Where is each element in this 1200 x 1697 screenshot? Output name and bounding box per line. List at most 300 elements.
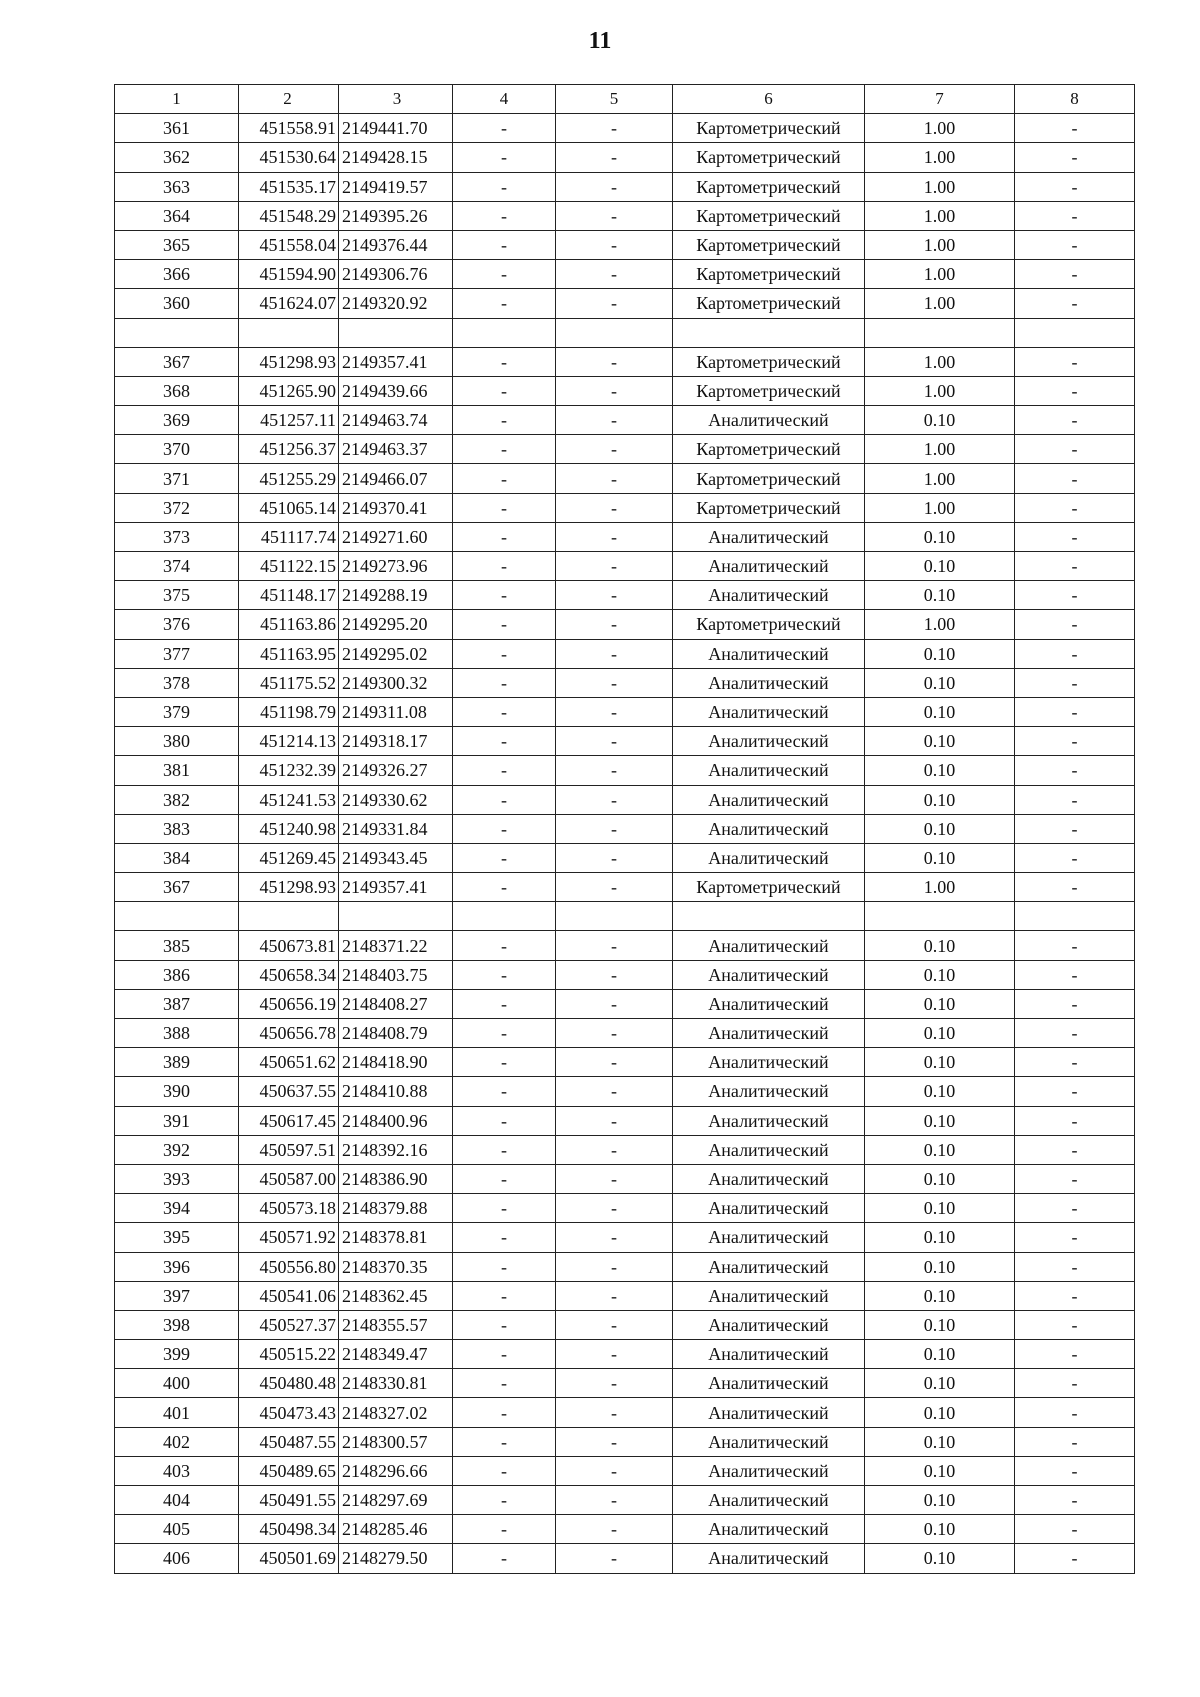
cell-point-number: 375 <box>115 581 239 610</box>
cell-point-number: 393 <box>115 1164 239 1193</box>
cell-coord-y: 2148370.35 <box>339 1252 453 1281</box>
cell-col-4: - <box>453 1194 556 1223</box>
cell-col-8: - <box>1015 522 1135 551</box>
table-row <box>115 1077 1135 1106</box>
cell-accuracy: 1.00 <box>865 114 1015 143</box>
cell-col-4: - <box>453 230 556 259</box>
cell-col-4: - <box>453 347 556 376</box>
cell-method: Картометрический <box>673 347 865 376</box>
cell-method: Картометрический <box>673 172 865 201</box>
cell-col-5: - <box>556 785 673 814</box>
table-row <box>115 493 1135 522</box>
cell-method: Аналитический <box>673 1106 865 1135</box>
cell-point-number: 364 <box>115 201 239 230</box>
cell-coord-x: 451535.17 <box>239 172 339 201</box>
cell-col-5: - <box>556 1310 673 1339</box>
table-row <box>115 843 1135 872</box>
table-row <box>115 1281 1135 1310</box>
cell-method: Аналитический <box>673 1544 865 1573</box>
cell-col-8: - <box>1015 727 1135 756</box>
cell-col-8: - <box>1015 581 1135 610</box>
cell-coord-y: 2149466.07 <box>339 464 453 493</box>
cell-col-5: - <box>556 727 673 756</box>
cell-coord-x: 450487.55 <box>239 1427 339 1456</box>
cell-col-5: - <box>556 464 673 493</box>
cell-method: Аналитический <box>673 697 865 726</box>
table-row <box>115 639 1135 668</box>
cell-point-number: 389 <box>115 1048 239 1077</box>
table-row <box>115 697 1135 726</box>
cell-accuracy: 1.00 <box>865 143 1015 172</box>
cell-col-4: - <box>453 1515 556 1544</box>
table-row <box>115 260 1135 289</box>
cell-col-4: - <box>453 960 556 989</box>
table-row <box>115 1398 1135 1427</box>
table-row <box>115 230 1135 259</box>
table-body <box>115 85 1135 1574</box>
cell-coord-x: 451175.52 <box>239 668 339 697</box>
cell-method: Аналитический <box>673 522 865 551</box>
table-row <box>115 989 1135 1018</box>
cell-col-5: - <box>556 230 673 259</box>
cell-col-8: - <box>1015 464 1135 493</box>
cell-method <box>673 318 865 347</box>
cell-method: Аналитический <box>673 756 865 785</box>
table-row <box>115 668 1135 697</box>
cell-point-number: 373 <box>115 522 239 551</box>
table-row <box>115 581 1135 610</box>
cell-col-8: - <box>1015 406 1135 435</box>
cell-col-5: - <box>556 1544 673 1573</box>
cell-col-8: - <box>1015 347 1135 376</box>
cell-coord-y: 2148410.88 <box>339 1077 453 1106</box>
column-header-4: 4 <box>453 85 556 114</box>
cell-method: Аналитический <box>673 1427 865 1456</box>
cell-coord-y: 2149295.02 <box>339 639 453 668</box>
cell-col-4: - <box>453 1398 556 1427</box>
cell-col-4: - <box>453 1456 556 1485</box>
cell-accuracy: 1.00 <box>865 610 1015 639</box>
cell-coord-y: 2149428.15 <box>339 143 453 172</box>
cell-col-4: - <box>453 1019 556 1048</box>
cell-point-number: 394 <box>115 1194 239 1223</box>
cell-point-number: 384 <box>115 843 239 872</box>
cell-point-number: 376 <box>115 610 239 639</box>
cell-col-4: - <box>453 172 556 201</box>
cell-col-5: - <box>556 1077 673 1106</box>
cell-col-5: - <box>556 493 673 522</box>
table-row <box>115 1369 1135 1398</box>
cell-coord-x: 450515.22 <box>239 1340 339 1369</box>
cell-coord-x: 450489.65 <box>239 1456 339 1485</box>
cell-method: Аналитический <box>673 1310 865 1339</box>
table-row <box>115 1164 1135 1193</box>
cell-point-number: 370 <box>115 435 239 464</box>
cell-col-5: - <box>556 1281 673 1310</box>
cell-coord-y: 2148371.22 <box>339 931 453 960</box>
cell-coord-x: 451198.79 <box>239 697 339 726</box>
cell-method: Картометрический <box>673 230 865 259</box>
cell-point-number: 382 <box>115 785 239 814</box>
cell-col-8: - <box>1015 289 1135 318</box>
cell-col-8: - <box>1015 1223 1135 1252</box>
cell-col-4: - <box>453 1164 556 1193</box>
cell-col-4: - <box>453 493 556 522</box>
cell-accuracy: 0.10 <box>865 639 1015 668</box>
cell-coord-x: 450637.55 <box>239 1077 339 1106</box>
cell-accuracy: 0.10 <box>865 727 1015 756</box>
cell-coord-y: 2149318.17 <box>339 727 453 756</box>
cell-accuracy: 0.10 <box>865 960 1015 989</box>
table-row <box>115 172 1135 201</box>
cell-col-4: - <box>453 1252 556 1281</box>
cell-method: Картометрический <box>673 610 865 639</box>
cell-coord-y: 2148300.57 <box>339 1427 453 1456</box>
cell-col-5: - <box>556 143 673 172</box>
cell-method: Аналитический <box>673 639 865 668</box>
cell-col-4: - <box>453 435 556 464</box>
cell-col-8: - <box>1015 1194 1135 1223</box>
cell-col-4: - <box>453 376 556 405</box>
cell-coord-x: 450556.80 <box>239 1252 339 1281</box>
cell-coord-y <box>339 902 453 931</box>
cell-method: Картометрический <box>673 376 865 405</box>
cell-point-number: 398 <box>115 1310 239 1339</box>
cell-coord-y: 2149419.57 <box>339 172 453 201</box>
cell-accuracy: 0.10 <box>865 552 1015 581</box>
cell-method: Аналитический <box>673 1515 865 1544</box>
cell-method: Аналитический <box>673 931 865 960</box>
cell-coord-y: 2148349.47 <box>339 1340 453 1369</box>
cell-point-number: 361 <box>115 114 239 143</box>
cell-point-number: 369 <box>115 406 239 435</box>
cell-col-4: - <box>453 1077 556 1106</box>
cell-col-4: - <box>453 1223 556 1252</box>
cell-method: Аналитический <box>673 1223 865 1252</box>
table-row <box>115 1048 1135 1077</box>
cell-accuracy: 0.10 <box>865 1369 1015 1398</box>
table-row <box>115 610 1135 639</box>
cell-method: Аналитический <box>673 960 865 989</box>
cell-coord-x: 451558.91 <box>239 114 339 143</box>
table-row <box>115 522 1135 551</box>
cell-coord-y: 2148400.96 <box>339 1106 453 1135</box>
cell-point-number: 362 <box>115 143 239 172</box>
cell-method: Картометрический <box>673 435 865 464</box>
cell-method: Аналитический <box>673 1164 865 1193</box>
table-row <box>115 1019 1135 1048</box>
cell-coord-x: 451122.15 <box>239 552 339 581</box>
cell-accuracy: 1.00 <box>865 260 1015 289</box>
cell-col-8: - <box>1015 230 1135 259</box>
cell-point-number: 406 <box>115 1544 239 1573</box>
cell-point-number: 390 <box>115 1077 239 1106</box>
cell-col-5: - <box>556 1369 673 1398</box>
cell-point-number: 386 <box>115 960 239 989</box>
cell-col-8: - <box>1015 756 1135 785</box>
cell-coord-x: 451240.98 <box>239 814 339 843</box>
cell-coord-y: 2148418.90 <box>339 1048 453 1077</box>
cell-col-8: - <box>1015 843 1135 872</box>
cell-col-5: - <box>556 1427 673 1456</box>
cell-accuracy: 0.10 <box>865 1398 1015 1427</box>
cell-col-5: - <box>556 814 673 843</box>
cell-col-8: - <box>1015 989 1135 1018</box>
cell-col-5 <box>556 318 673 347</box>
cell-col-5: - <box>556 1252 673 1281</box>
cell-point-number: 377 <box>115 639 239 668</box>
cell-accuracy: 0.10 <box>865 1077 1015 1106</box>
cell-coord-y: 2149326.27 <box>339 756 453 785</box>
cell-coord-y: 2148355.57 <box>339 1310 453 1339</box>
cell-accuracy: 1.00 <box>865 289 1015 318</box>
cell-method: Аналитический <box>673 1486 865 1515</box>
cell-col-8: - <box>1015 1281 1135 1310</box>
cell-coord-x: 451232.39 <box>239 756 339 785</box>
cell-accuracy: 1.00 <box>865 230 1015 259</box>
cell-accuracy: 1.00 <box>865 493 1015 522</box>
cell-point-number <box>115 318 239 347</box>
cell-accuracy: 0.10 <box>865 522 1015 551</box>
cell-point-number: 400 <box>115 1369 239 1398</box>
cell-coord-x: 450541.06 <box>239 1281 339 1310</box>
cell-coord-y: 2148330.81 <box>339 1369 453 1398</box>
cell-col-4: - <box>453 1544 556 1573</box>
cell-coord-x: 451214.13 <box>239 727 339 756</box>
cell-coord-y: 2149273.96 <box>339 552 453 581</box>
cell-coord-x: 450501.69 <box>239 1544 339 1573</box>
table-header-row <box>115 85 1135 114</box>
cell-col-4: - <box>453 931 556 960</box>
cell-coord-y: 2149370.41 <box>339 493 453 522</box>
cell-col-5: - <box>556 1340 673 1369</box>
cell-coord-y: 2148378.81 <box>339 1223 453 1252</box>
cell-coord-x: 450573.18 <box>239 1194 339 1223</box>
cell-point-number: 388 <box>115 1019 239 1048</box>
cell-col-5: - <box>556 843 673 872</box>
cell-col-8: - <box>1015 697 1135 726</box>
cell-coord-x: 451558.04 <box>239 230 339 259</box>
cell-point-number: 392 <box>115 1135 239 1164</box>
cell-accuracy: 0.10 <box>865 989 1015 1018</box>
cell-col-5: - <box>556 668 673 697</box>
cell-coord-y: 2149320.92 <box>339 289 453 318</box>
table-row <box>115 347 1135 376</box>
cell-method: Аналитический <box>673 785 865 814</box>
cell-accuracy: 0.10 <box>865 1164 1015 1193</box>
cell-method: Аналитический <box>673 1077 865 1106</box>
cell-coord-x: 450656.78 <box>239 1019 339 1048</box>
cell-col-8: - <box>1015 668 1135 697</box>
cell-accuracy <box>865 902 1015 931</box>
cell-col-4: - <box>453 1427 556 1456</box>
table-row <box>115 756 1135 785</box>
column-header-7: 7 <box>865 85 1015 114</box>
cell-col-5: - <box>556 989 673 1018</box>
cell-col-4: - <box>453 756 556 785</box>
cell-point-number: 396 <box>115 1252 239 1281</box>
cell-coord-y: 2149288.19 <box>339 581 453 610</box>
cell-coord-x: 451257.11 <box>239 406 339 435</box>
cell-coord-y: 2148379.88 <box>339 1194 453 1223</box>
cell-point-number: 371 <box>115 464 239 493</box>
table-row <box>115 931 1135 960</box>
cell-coord-x: 450473.43 <box>239 1398 339 1427</box>
column-header-5: 5 <box>556 85 673 114</box>
cell-accuracy: 0.10 <box>865 1340 1015 1369</box>
cell-method: Аналитический <box>673 1019 865 1048</box>
cell-point-number: 385 <box>115 931 239 960</box>
cell-coord-y: 2148386.90 <box>339 1164 453 1193</box>
cell-col-4 <box>453 902 556 931</box>
cell-col-4: - <box>453 1369 556 1398</box>
cell-col-4: - <box>453 843 556 872</box>
table-row <box>115 1223 1135 1252</box>
cell-col-8: - <box>1015 1106 1135 1135</box>
cell-accuracy: 0.10 <box>865 1486 1015 1515</box>
cell-coord-x: 451148.17 <box>239 581 339 610</box>
cell-col-8: - <box>1015 1310 1135 1339</box>
cell-col-8: - <box>1015 1077 1135 1106</box>
table-row <box>115 1106 1135 1135</box>
cell-accuracy: 0.10 <box>865 697 1015 726</box>
cell-coord-x: 451117.74 <box>239 522 339 551</box>
cell-col-4: - <box>453 697 556 726</box>
cell-method: Аналитический <box>673 581 865 610</box>
cell-point-number: 401 <box>115 1398 239 1427</box>
cell-coord-x: 451298.93 <box>239 347 339 376</box>
cell-method: Картометрический <box>673 114 865 143</box>
cell-method: Картометрический <box>673 464 865 493</box>
cell-col-4: - <box>453 522 556 551</box>
cell-point-number: 399 <box>115 1340 239 1369</box>
cell-coord-y: 2148408.27 <box>339 989 453 1018</box>
cell-point-number: 381 <box>115 756 239 785</box>
cell-method <box>673 902 865 931</box>
cell-coord-x: 451298.93 <box>239 873 339 902</box>
cell-col-8: - <box>1015 1164 1135 1193</box>
cell-coord-y: 2149306.76 <box>339 260 453 289</box>
cell-accuracy: 0.10 <box>865 1048 1015 1077</box>
cell-accuracy: 0.10 <box>865 785 1015 814</box>
cell-coord-x <box>239 318 339 347</box>
cell-method: Аналитический <box>673 1194 865 1223</box>
cell-col-5: - <box>556 406 673 435</box>
cell-accuracy: 0.10 <box>865 931 1015 960</box>
table-row <box>115 376 1135 405</box>
cell-col-8: - <box>1015 1427 1135 1456</box>
cell-point-number: 366 <box>115 260 239 289</box>
cell-coord-y: 2149357.41 <box>339 873 453 902</box>
table-row <box>115 1486 1135 1515</box>
cell-point-number: 365 <box>115 230 239 259</box>
cell-col-8: - <box>1015 1048 1135 1077</box>
cell-point-number: 402 <box>115 1427 239 1456</box>
cell-col-4: - <box>453 989 556 1018</box>
cell-accuracy: 0.10 <box>865 1106 1015 1135</box>
cell-accuracy: 0.10 <box>865 406 1015 435</box>
cell-point-number: 367 <box>115 347 239 376</box>
cell-col-5: - <box>556 376 673 405</box>
cell-col-8: - <box>1015 785 1135 814</box>
page-number: 11 <box>588 28 612 54</box>
cell-method: Картометрический <box>673 201 865 230</box>
cell-col-4: - <box>453 406 556 435</box>
cell-coord-x: 451548.29 <box>239 201 339 230</box>
cell-point-number: 380 <box>115 727 239 756</box>
cell-col-4: - <box>453 873 556 902</box>
cell-method: Картометрический <box>673 873 865 902</box>
cell-coord-x <box>239 902 339 931</box>
cell-coord-x: 450656.19 <box>239 989 339 1018</box>
cell-col-4: - <box>453 1048 556 1077</box>
cell-coord-x: 451530.64 <box>239 143 339 172</box>
cell-point-number: 383 <box>115 814 239 843</box>
cell-col-5: - <box>556 756 673 785</box>
table-row <box>115 464 1135 493</box>
cell-col-5: - <box>556 1456 673 1485</box>
cell-coord-y: 2148296.66 <box>339 1456 453 1485</box>
cell-col-5: - <box>556 610 673 639</box>
cell-col-8: - <box>1015 814 1135 843</box>
cell-method: Картометрический <box>673 289 865 318</box>
table-row <box>115 1340 1135 1369</box>
cell-col-5: - <box>556 1515 673 1544</box>
cell-col-8: - <box>1015 114 1135 143</box>
cell-col-8: - <box>1015 931 1135 960</box>
table-row <box>115 114 1135 143</box>
cell-accuracy: 0.10 <box>865 1281 1015 1310</box>
cell-col-8: - <box>1015 1515 1135 1544</box>
cell-col-8: - <box>1015 1369 1135 1398</box>
cell-coord-y: 2148403.75 <box>339 960 453 989</box>
table-row <box>115 1544 1135 1573</box>
cell-point-number: 395 <box>115 1223 239 1252</box>
column-header-6: 6 <box>673 85 865 114</box>
cell-method: Аналитический <box>673 1369 865 1398</box>
cell-col-4: - <box>453 201 556 230</box>
cell-col-8: - <box>1015 143 1135 172</box>
cell-accuracy: 0.10 <box>865 843 1015 872</box>
cell-coord-y: 2148279.50 <box>339 1544 453 1573</box>
cell-accuracy: 1.00 <box>865 347 1015 376</box>
table-row <box>115 960 1135 989</box>
cell-method: Аналитический <box>673 1135 865 1164</box>
cell-accuracy: 1.00 <box>865 435 1015 464</box>
cell-accuracy: 1.00 <box>865 172 1015 201</box>
cell-col-5 <box>556 902 673 931</box>
table-row <box>115 201 1135 230</box>
cell-coord-x: 451265.90 <box>239 376 339 405</box>
cell-coord-x: 451624.07 <box>239 289 339 318</box>
cell-col-8: - <box>1015 1019 1135 1048</box>
cell-col-5: - <box>556 1223 673 1252</box>
cell-accuracy: 1.00 <box>865 464 1015 493</box>
cell-coord-x: 451269.45 <box>239 843 339 872</box>
cell-method: Картометрический <box>673 260 865 289</box>
cell-coord-y: 2149330.62 <box>339 785 453 814</box>
cell-method: Аналитический <box>673 989 865 1018</box>
cell-col-4: - <box>453 1106 556 1135</box>
cell-accuracy: 0.10 <box>865 1252 1015 1281</box>
cell-col-8: - <box>1015 639 1135 668</box>
cell-coord-x: 451065.14 <box>239 493 339 522</box>
cell-point-number: 387 <box>115 989 239 1018</box>
table-row <box>115 406 1135 435</box>
cell-coord-x: 450571.92 <box>239 1223 339 1252</box>
cell-point-number: 405 <box>115 1515 239 1544</box>
cell-col-4: - <box>453 114 556 143</box>
